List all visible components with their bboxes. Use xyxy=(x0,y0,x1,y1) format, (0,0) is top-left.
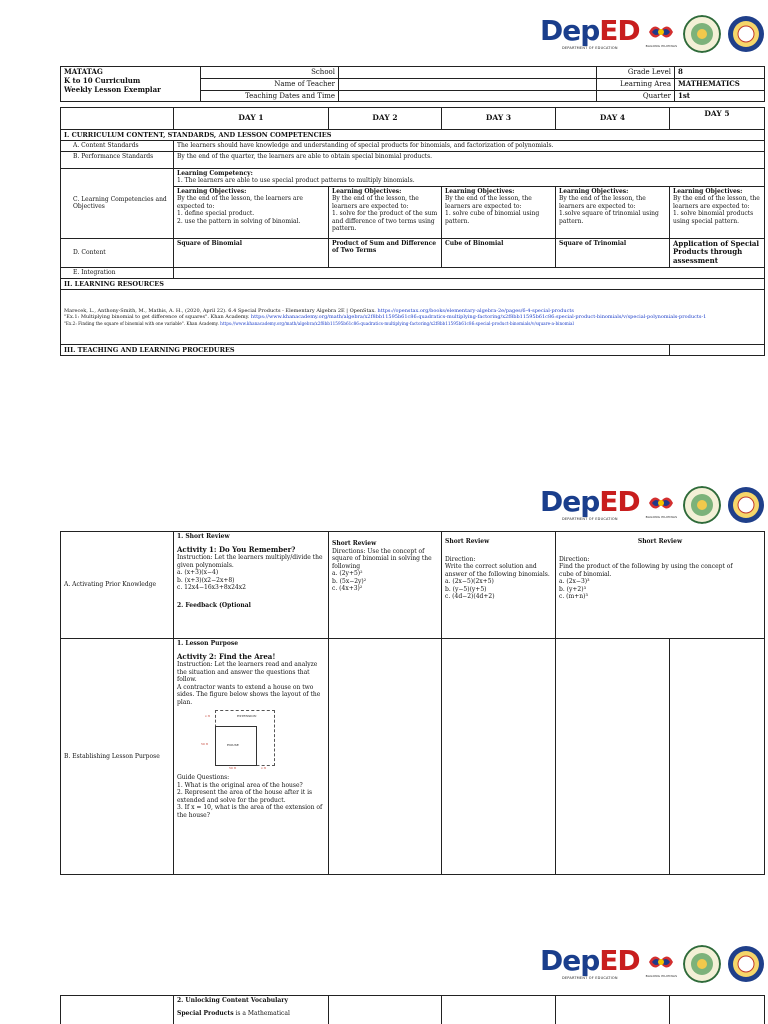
deped-logo: DepED DEPARTMENT OF EDUCATION xyxy=(540,944,640,981)
content-day-1: Square of Binomial xyxy=(174,238,329,267)
content-day-5: Application of Special Products through assessment xyxy=(670,238,765,267)
bagong-pilipinas-logo: BAGONG PILIPINAS xyxy=(646,950,678,979)
section-3-title: III. TEACHING AND LEARNING PROCEDURES xyxy=(61,345,670,356)
integration-field[interactable] xyxy=(174,267,765,278)
activating-prior-knowledge-label: A. Activating Prior Knowledge xyxy=(61,532,174,639)
establishing-lesson-purpose-label: B. Establishing Lesson Purpose xyxy=(61,639,174,875)
content-day-2: Product of Sum and Difference of Two Terms xyxy=(329,238,442,267)
deped-seal xyxy=(683,15,721,53)
deped-seal xyxy=(683,486,721,524)
blank-corner xyxy=(61,108,174,130)
learning-competency: Learning Competency: 1. The learners are able to use special product patterns to multiply binomials. xyxy=(174,168,765,186)
deped-logo-group xyxy=(540,15,765,53)
objectives-day-3: Learning Objectives: By the end of the lesson, the learners are expected to: 1. solve cube of binomial using pattern. xyxy=(442,186,556,238)
prior-knowledge-day-4: Short Review Direction: Find the product of the following by using the concept of cube of binomial. a. (2x−3)³ b. (y+2)³ c. (m+n)³ xyxy=(556,532,765,639)
learning-area-value[interactable]: MATHEMATICS xyxy=(675,78,765,90)
bagong-pilipinas-logo: BAGONG PILIPINAS xyxy=(646,491,678,520)
content-standards-text: The learners should have knowledge and understanding of special products for binomials, and factorization of polynomials. xyxy=(174,141,765,152)
national-seal xyxy=(727,15,765,53)
school-field[interactable] xyxy=(339,67,597,79)
content-day-3: Cube of Binomial xyxy=(442,238,556,267)
deped-seal xyxy=(683,945,721,983)
lesson-purpose-day-1: 1. Lesson Purpose Activity 2: Find the Area! Instruction: Let the learners read and analyze the situation and answer the questions that follow. A contractor wants to extend a house on two sides. The figure below shows the layout of the plan. EXTENSION HOUSE x ft 50 ft 50 ft x ft Guide Questions: 1. What is the original area of the house? 2. Represent the area of the house after it is extended and solve for the product. 3. If x = 10, what is the area of the extension of the house? xyxy=(174,639,329,875)
quarter-label: Quarter xyxy=(597,90,675,102)
reference-1-link[interactable]: https://openstax.org/books/elementary-algebra-2e/pages/6-4-special-products xyxy=(377,308,574,315)
learning-area-label: Learning Area xyxy=(597,78,675,90)
day-1-header: DAY 1 xyxy=(174,108,329,130)
performance-standards-text: By the end of the quarter, the learners are able to obtain special binomial products. xyxy=(174,151,765,168)
deped-logo: DepED DEPARTMENT OF EDUCATION xyxy=(540,14,640,51)
deped-logo-group-page-3 xyxy=(540,945,765,983)
reference-2: "Ex.1: Multiplying binomial to get difference of squares". Khan Academy. https://www.khanacademy.org/math/algebra/x2f8bb11595b61c86:quadratics-multiplying-factoring/x2f8bb11595b61c86:special-product-binomials/v/special-polynomials-products-1 xyxy=(64,314,707,321)
grade-level-label: Grade Level xyxy=(597,67,675,79)
grade-level-value[interactable]: 8 xyxy=(675,67,765,79)
day-4-header: DAY 4 xyxy=(556,108,670,130)
performance-standards-label: B. Performance Standards xyxy=(61,151,174,168)
school-label: School xyxy=(201,67,339,79)
deped-logo-group-page-2 xyxy=(540,486,765,524)
objectives-day-1: Learning Objectives: By the end of the lesson, the learners are expected to: 1. define special product. 2. use the pattern in solving of binomial. xyxy=(174,186,329,238)
vocabulary-label-cell xyxy=(61,996,174,1024)
section-3-day-5 xyxy=(670,345,765,356)
vocabulary-day-3[interactable] xyxy=(442,996,556,1024)
lesson-purpose-day-3[interactable] xyxy=(442,639,556,875)
vocabulary-table xyxy=(60,995,765,1024)
reference-3: "Ex.2: Finding the square of binomial with one variable". Khan Academy. https://www.khanacademy.org/math/algebra/x2f8bb11595b61c86:quadratics-multiplying-factoring/x2f8bb11595b61c86:special-product-binomials/v/square-a-binomial xyxy=(64,320,574,326)
curriculum-title: MATATAG K to 10 Curriculum Weekly Lesson Exemplar xyxy=(61,67,201,102)
teacher-label: Name of Teacher xyxy=(201,78,339,90)
content-day-4: Square of Trinomial xyxy=(556,238,670,267)
reference-1: Marecek, L., Anthony-Smith, M., Mathis, A. H., (2020, April 22). 6.4 Special Products - Elementary Algebra 2E | OpenStax. https://openstax.org/books/elementary-algebra-2e/pages/6-4-special-products xyxy=(64,308,574,315)
lesson-purpose-day-4[interactable] xyxy=(556,639,670,875)
objectives-day-5: Learning Objectives: By the end of the lesson, the learners are expected to: 1. solve binomial products using special pattern. xyxy=(670,186,765,238)
objectives-day-4: Learning Objectives: By the end of the lesson, the learners are expected to: 1.solve square of trinomial using pattern. xyxy=(556,186,670,238)
prior-knowledge-day-3: Short Review Direction: Write the correct solution and answer of the following binomials. a. (2x−5)(2x+5) b. (y−5)(y+5) c. (4d−2)(4d+2) xyxy=(442,532,556,639)
day-2-header: DAY 2 xyxy=(329,108,442,130)
teaching-dates-label: Teaching Dates and Time xyxy=(201,90,339,102)
section-1-title: I. CURRICULUM CONTENT, STANDARDS, AND LESSON COMPETENCIES xyxy=(61,130,765,141)
competencies-label: C. Learning Competencies and Objectives xyxy=(61,168,174,238)
learning-resources xyxy=(61,290,765,345)
bagong-pilipinas-logo: BAGONG PILIPINAS xyxy=(646,20,678,49)
content-standards-label: A. Content Standards xyxy=(61,141,174,152)
vocabulary-day-4[interactable] xyxy=(556,996,670,1024)
reference-3-link[interactable]: https://www.khanacademy.org/math/algebra/x2f8bb11595b61c86:quadratics-multiplying-factoring/x2f8bb11595b61c86:special-product-binomials/v/square-a-binomial xyxy=(220,320,574,326)
national-seal xyxy=(727,945,765,983)
lesson-purpose-day-5[interactable] xyxy=(670,639,765,875)
prior-knowledge-day-2: Short Review Directions: Use the concept of square of binomial in solving the following a. (2y+5)² b. (5x−2y)² c. (4x+3)² xyxy=(329,532,442,639)
day-5-header: DAY 5 xyxy=(670,108,765,130)
content-label: D. Content xyxy=(61,238,174,267)
day-3-header: DAY 3 xyxy=(442,108,556,130)
teacher-field[interactable] xyxy=(339,78,597,90)
integration-label: E. Integration xyxy=(61,267,174,278)
vocabulary-day-2[interactable] xyxy=(329,996,442,1024)
prior-knowledge-day-1: 1. Short Review Activity 1: Do You Remember? Instruction: Let the learners multiply/divide the given polynomials. a. (x+3)(x−4) b. (x+3)(x2−2x+8) c. 12x4−16x3+8x24x2 2. Feedback (Optional xyxy=(174,532,329,639)
lesson-purpose-day-2[interactable] xyxy=(329,639,442,875)
national-seal xyxy=(727,486,765,524)
house-extension-diagram: EXTENSION HOUSE x ft 50 ft 50 ft x ft xyxy=(205,710,295,772)
objectives-day-2: Learning Objectives: By the end of the lesson, the learners are expected to: 1. solve for the product of the sum and difference of two terms using pattern. xyxy=(329,186,442,238)
teaching-dates-field[interactable] xyxy=(339,90,597,102)
procedures-table xyxy=(60,531,765,875)
lesson-table xyxy=(60,107,765,356)
vocabulary-day-5[interactable] xyxy=(670,996,765,1024)
section-2-title: II. LEARNING RESOURCES xyxy=(61,278,765,289)
quarter-value[interactable]: 1st xyxy=(675,90,765,102)
deped-logo: DepED DEPARTMENT OF EDUCATION xyxy=(540,485,640,522)
vocabulary-day-1: 2. Unlocking Content Vocabulary Special Products is a Mathematical xyxy=(174,996,329,1024)
reference-2-link[interactable]: https://www.khanacademy.org/math/algebra/x2f8bb11595b61c86:quadratics-multiplying-factoring/x2f8bb11595b61c86:special-product-binomials/v/special-polynomials-products-1 xyxy=(250,314,707,321)
header-table xyxy=(60,66,765,102)
